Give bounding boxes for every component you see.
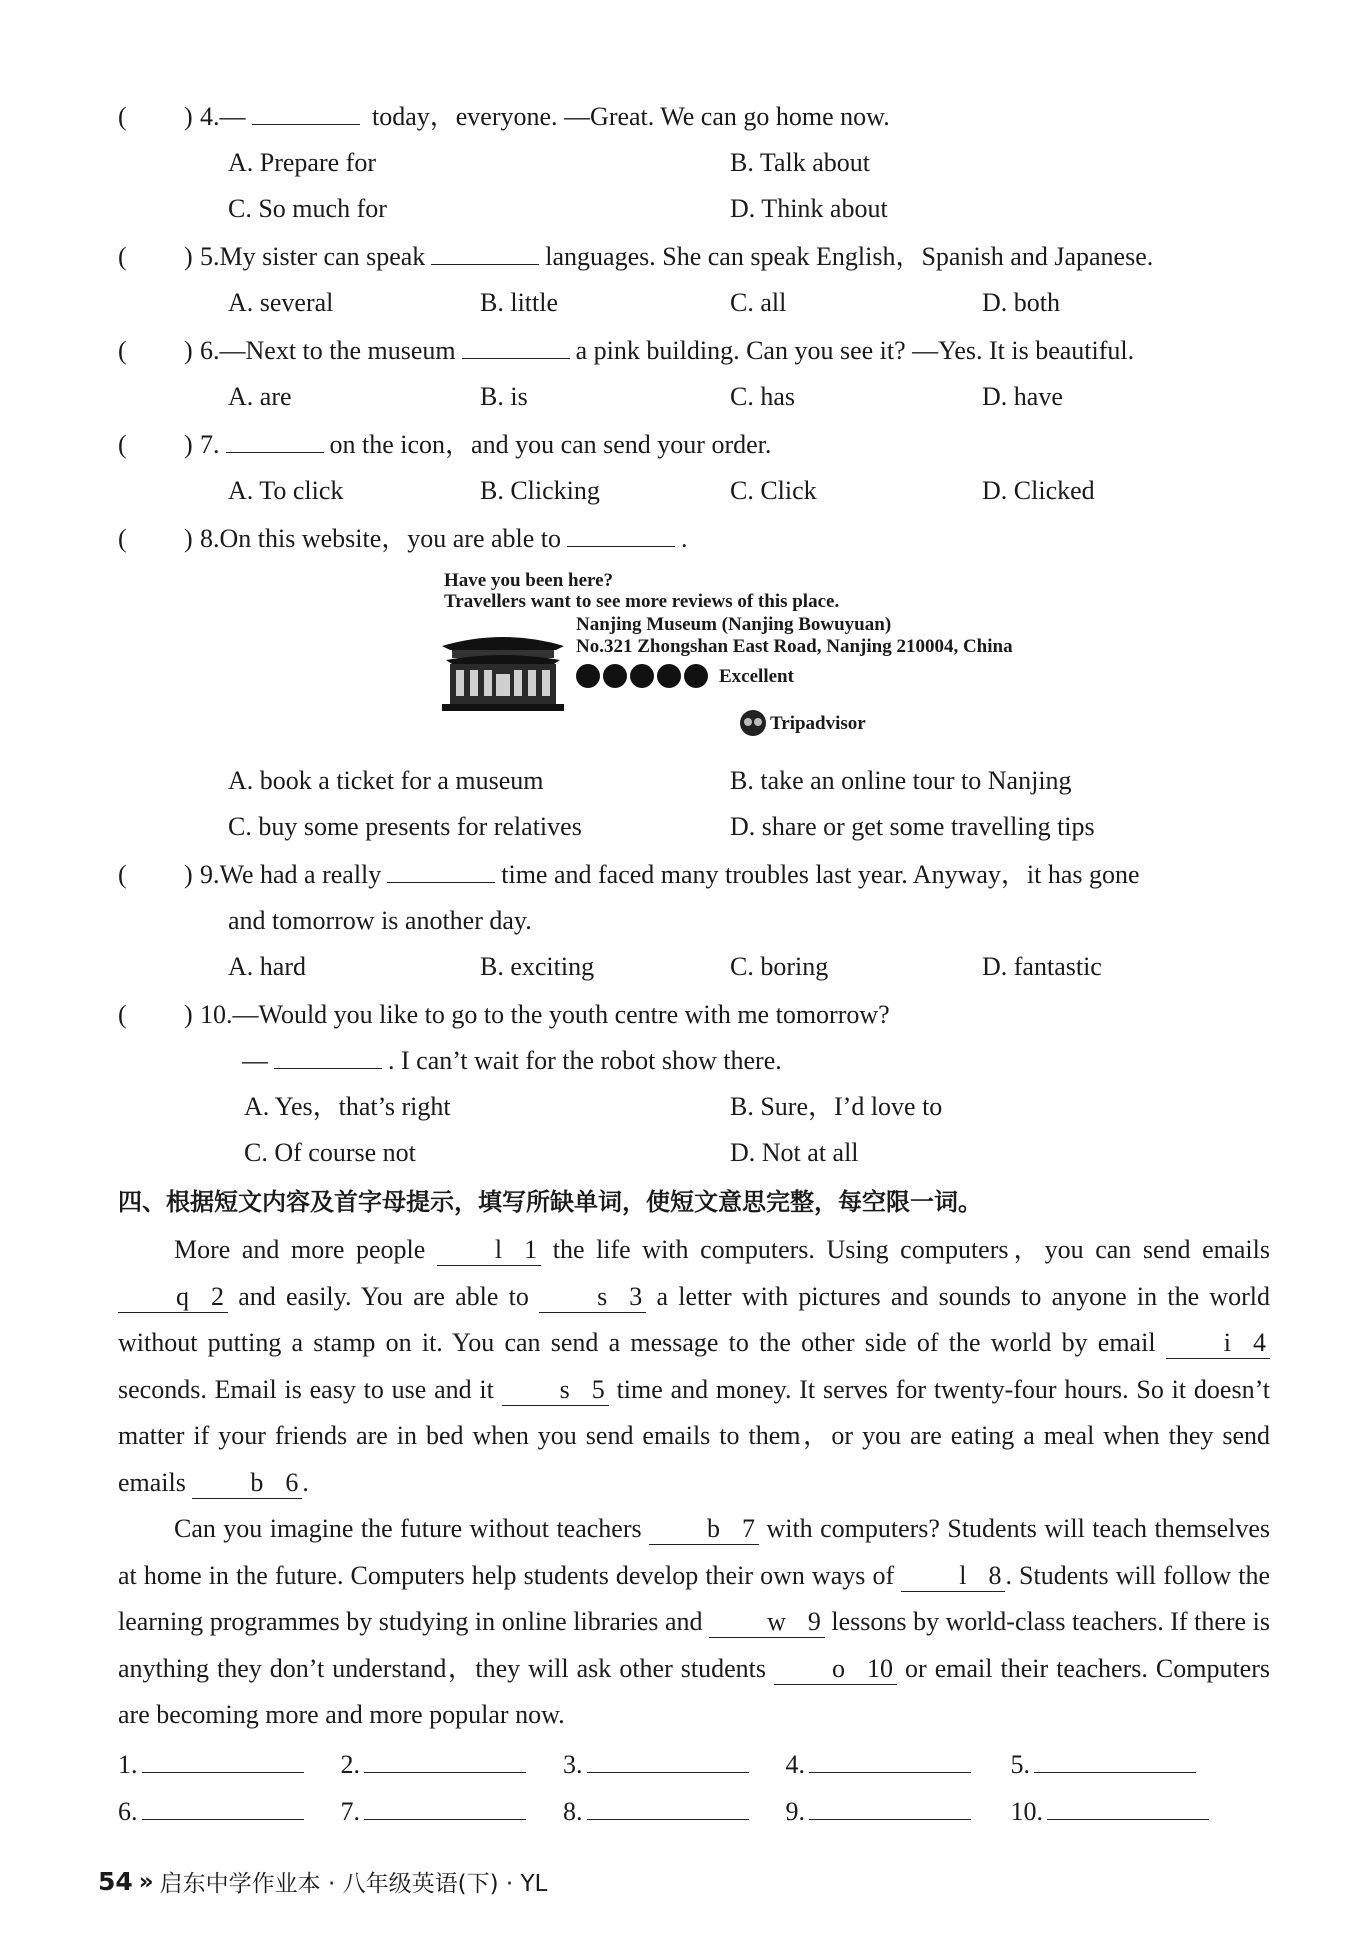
option-d: D. fantastic bbox=[982, 952, 1102, 981]
option-c: C. buy some presents for relatives bbox=[228, 812, 582, 841]
answer-paren-close: ) bbox=[184, 102, 193, 131]
question-stem bbox=[200, 328, 1134, 374]
answer-paren-open: ( bbox=[118, 860, 127, 889]
answer-item bbox=[118, 1744, 304, 1785]
stem-text: —Next to the museum bbox=[219, 336, 456, 365]
question-stem bbox=[200, 94, 890, 140]
answer-number: 4. bbox=[785, 1750, 805, 1779]
gap-number: 6 bbox=[285, 1467, 299, 1497]
tripadvisor-brand bbox=[740, 710, 866, 736]
reply-line bbox=[242, 1038, 782, 1084]
gap-initial-letter: o bbox=[832, 1653, 846, 1683]
option-d: D. have bbox=[982, 382, 1063, 411]
option-d: D. share or get some travelling tips bbox=[730, 812, 1095, 841]
answer-blank bbox=[274, 1044, 382, 1069]
answer-paren-close: ) bbox=[184, 242, 193, 271]
stem-text: We had a really bbox=[219, 860, 382, 889]
answer-number: 6. bbox=[118, 1797, 138, 1826]
page-number: 54 bbox=[98, 1867, 133, 1896]
answer-paren-close: ) bbox=[184, 524, 193, 553]
gap-initial-letter: s bbox=[597, 1281, 608, 1311]
question-stem bbox=[200, 992, 890, 1038]
owl-logo-icon bbox=[740, 710, 766, 736]
stem-text: languages. She can speak English，Spanish and Japanese. bbox=[545, 242, 1154, 271]
question-number: 4. bbox=[200, 102, 220, 131]
option-b: B. exciting bbox=[480, 952, 595, 981]
cloze-gap[interactable] bbox=[649, 1514, 759, 1545]
cloze-gap[interactable] bbox=[502, 1375, 609, 1406]
option-b: B. little bbox=[480, 288, 558, 317]
passage-text: with computers? Students will teach themselves at home in the future. Computers help students develop their own ways of bbox=[118, 1514, 1270, 1590]
museum-review-card bbox=[440, 570, 1090, 750]
answer-blank bbox=[387, 858, 495, 883]
answer-line[interactable] bbox=[1034, 1744, 1196, 1773]
answer-paren-open: ( bbox=[118, 242, 127, 271]
answer-item bbox=[1011, 1791, 1210, 1832]
cloze-gap[interactable] bbox=[437, 1235, 541, 1266]
option-c: C. has bbox=[730, 382, 795, 411]
gap-initial-letter: q bbox=[176, 1281, 189, 1311]
option-b: B. Clicking bbox=[480, 476, 600, 505]
gap-number: 8 bbox=[988, 1560, 1002, 1590]
answer-paren-close: ) bbox=[184, 430, 193, 459]
stem-text: —Would you like to go to the youth centre with me tomorrow? bbox=[232, 1000, 890, 1029]
answer-paren-open: ( bbox=[118, 430, 127, 459]
answer-line[interactable] bbox=[1047, 1791, 1209, 1820]
museum-building-icon bbox=[440, 630, 566, 712]
option-d: D. both bbox=[982, 288, 1060, 317]
passage-paragraph-1 bbox=[118, 1227, 1270, 1506]
cloze-gap[interactable] bbox=[774, 1654, 897, 1685]
question-number: 8. bbox=[200, 524, 220, 553]
gap-number: 9 bbox=[807, 1607, 821, 1636]
answer-number: 9. bbox=[785, 1797, 805, 1826]
stem-text: a pink building. Can you see it? —Yes. It is beautiful. bbox=[575, 336, 1135, 365]
passage-text: lessons by world-class teachers. If there is anything they don’t understand，they will ask other students bbox=[118, 1607, 1270, 1683]
stem-text: — bbox=[219, 102, 246, 131]
answer-blank bbox=[567, 522, 675, 547]
option-b: B. is bbox=[480, 382, 528, 411]
gap-initial-letter: l bbox=[959, 1560, 967, 1590]
question-stem bbox=[200, 422, 771, 468]
rating-label: Excellent bbox=[719, 665, 794, 687]
answer-item bbox=[563, 1791, 749, 1832]
answer-row bbox=[118, 1744, 1238, 1791]
option-b: B. Sure，I’d love to bbox=[730, 1092, 943, 1121]
answer-line[interactable] bbox=[142, 1744, 304, 1773]
rating-dot bbox=[603, 664, 627, 688]
answer-line[interactable] bbox=[809, 1791, 971, 1820]
gap-number: 10 bbox=[867, 1653, 894, 1683]
brand-name: Tripadvisor bbox=[770, 712, 866, 734]
passage-text: time and money. It serves for twenty-four hours. So it doesn’t matter if your friends are in bed when you send emails to them，or you are eating a meal when they send emails bbox=[118, 1374, 1270, 1497]
question-7 bbox=[118, 422, 1278, 514]
gap-number: 2 bbox=[211, 1281, 224, 1311]
question-8-options bbox=[118, 758, 1278, 850]
answer-item bbox=[563, 1744, 749, 1785]
gap-initial-letter: w bbox=[767, 1607, 786, 1636]
option-d: D. Not at all bbox=[730, 1138, 859, 1167]
option-c: C. all bbox=[730, 288, 787, 317]
option-a: A. several bbox=[228, 288, 334, 317]
passage-text: . bbox=[302, 1467, 309, 1497]
cloze-gap[interactable] bbox=[539, 1282, 646, 1313]
answer-blank bbox=[431, 240, 539, 265]
question-6 bbox=[118, 328, 1278, 420]
option-c: C. boring bbox=[730, 952, 829, 981]
stem-continuation: and tomorrow is another day. bbox=[228, 906, 532, 935]
passage-text: . Students will follow the learning programmes by studying in online libraries and bbox=[118, 1560, 1270, 1636]
option-a: A. To click bbox=[228, 476, 344, 505]
question-5 bbox=[118, 234, 1278, 326]
option-b: B. take an online tour to Nanjing bbox=[730, 766, 1072, 795]
answer-number: 5. bbox=[1010, 1750, 1030, 1779]
question-number: 7. bbox=[200, 430, 220, 459]
answer-item bbox=[341, 1744, 527, 1785]
gap-initial-letter: b bbox=[250, 1467, 264, 1497]
museum-name: Nanjing Museum (Nanjing Bowuyuan) bbox=[576, 614, 892, 635]
answer-number: 1. bbox=[118, 1750, 138, 1779]
answer-paren-close: ) bbox=[184, 1000, 193, 1029]
rating-dot bbox=[630, 664, 654, 688]
museum-address: No.321 Zhongshan East Road, Nanjing 210004, China bbox=[576, 636, 1013, 657]
review-prompt: Have you been here? bbox=[444, 570, 614, 591]
stem-text: On this website，you are able to bbox=[219, 524, 562, 553]
question-number: 9. bbox=[200, 860, 220, 889]
answer-paren-open: ( bbox=[118, 524, 127, 553]
passage-text: a letter with pictures and sounds to anyone in the world without putting a stamp on it. You can send a message to the other side of the world by email bbox=[118, 1281, 1270, 1357]
gap-number: 4 bbox=[1253, 1328, 1266, 1357]
rating-bubbles bbox=[576, 664, 794, 688]
answer-line[interactable] bbox=[587, 1744, 749, 1773]
option-b: B. Talk about bbox=[730, 148, 870, 177]
passage-text: Can you imagine the future without teachers bbox=[174, 1514, 650, 1543]
stem-text: time and faced many troubles last year. Anyway，it has gone bbox=[501, 860, 1140, 889]
stem-text: . bbox=[681, 524, 688, 553]
gap-number: 5 bbox=[591, 1374, 605, 1404]
gap-number: 7 bbox=[742, 1514, 756, 1543]
question-10 bbox=[118, 992, 1278, 1176]
rating-dot bbox=[576, 664, 600, 688]
answer-number: 8. bbox=[563, 1797, 583, 1826]
question-stem bbox=[200, 234, 1153, 280]
gap-initial-letter: b bbox=[707, 1514, 721, 1543]
question-number: 6. bbox=[200, 336, 220, 365]
option-c: C. So much for bbox=[228, 194, 387, 223]
rating-dot bbox=[657, 664, 681, 688]
reply-dash: — bbox=[242, 1046, 268, 1075]
option-a: A. book a ticket for a museum bbox=[228, 766, 544, 795]
answer-blank bbox=[252, 100, 360, 125]
page-footer bbox=[98, 1865, 547, 1898]
option-a: A. Prepare for bbox=[228, 148, 376, 177]
gap-initial-letter: s bbox=[559, 1374, 570, 1404]
cloze-gap[interactable] bbox=[901, 1561, 1005, 1592]
answer-line[interactable] bbox=[587, 1791, 749, 1820]
passage-paragraph-2 bbox=[118, 1506, 1270, 1739]
option-a: A. hard bbox=[228, 952, 306, 981]
answer-line[interactable] bbox=[142, 1791, 304, 1820]
section-4-title: 四、根据短文内容及首字母提示，填写所缺单词，使短文意思完整，每空限一词。 bbox=[118, 1188, 982, 1216]
gap-initial-letter: i bbox=[1223, 1328, 1231, 1357]
answer-blank bbox=[462, 334, 570, 359]
answer-number: 7. bbox=[340, 1797, 360, 1826]
answer-item bbox=[786, 1791, 972, 1832]
answer-item bbox=[341, 1791, 527, 1832]
cloze-gap[interactable] bbox=[1166, 1328, 1270, 1359]
answer-number: 2. bbox=[340, 1750, 360, 1779]
option-a: A. Yes，that’s right bbox=[244, 1092, 451, 1121]
option-a: A. are bbox=[228, 382, 292, 411]
option-d: D. Clicked bbox=[982, 476, 1095, 505]
stem-text: today，everyone. —Great. We can go home now. bbox=[365, 102, 890, 131]
answer-paren-open: ( bbox=[118, 336, 127, 365]
answer-line[interactable] bbox=[364, 1744, 526, 1773]
option-d: D. Think about bbox=[730, 194, 888, 223]
option-c: C. Of course not bbox=[244, 1138, 416, 1167]
gap-number: 3 bbox=[629, 1281, 643, 1311]
answer-row bbox=[118, 1791, 1238, 1838]
answer-number: 10. bbox=[1010, 1797, 1043, 1826]
question-number: 5. bbox=[200, 242, 220, 271]
gap-number: 1 bbox=[524, 1235, 538, 1264]
answer-item bbox=[118, 1791, 304, 1832]
answer-paren-close: ) bbox=[184, 860, 193, 889]
answer-paren-close: ) bbox=[184, 336, 193, 365]
question-4 bbox=[118, 94, 1278, 232]
cloze-gap[interactable] bbox=[192, 1468, 302, 1499]
answer-lines bbox=[118, 1744, 1238, 1838]
cloze-gap[interactable] bbox=[118, 1282, 228, 1313]
book-title: 启东中学作业本 · 八年级英语(下) · YL bbox=[159, 1871, 548, 1897]
question-number: 10. bbox=[200, 1000, 233, 1029]
cloze-passage bbox=[118, 1227, 1270, 1739]
question-8 bbox=[118, 516, 1278, 562]
chevron-right-icon: » bbox=[138, 1868, 154, 1895]
answer-blank bbox=[226, 428, 324, 453]
stem-text: My sister can speak bbox=[219, 242, 426, 271]
question-9 bbox=[118, 852, 1278, 990]
passage-text: seconds. Email is easy to use and it bbox=[118, 1374, 502, 1404]
passage-text: and easily. You are able to bbox=[228, 1281, 540, 1311]
question-stem bbox=[200, 852, 1140, 898]
answer-line[interactable] bbox=[809, 1744, 971, 1773]
gap-initial-letter: l bbox=[494, 1235, 503, 1264]
review-request: Travellers want to see more reviews of this place. bbox=[444, 591, 840, 612]
answer-paren-open: ( bbox=[118, 1000, 127, 1029]
answer-line[interactable] bbox=[364, 1791, 526, 1820]
rating-dot bbox=[684, 664, 708, 688]
answer-paren-open: ( bbox=[118, 102, 127, 131]
answer-number: 3. bbox=[563, 1750, 583, 1779]
passage-text: the life with computers. Using computers，you can send emails bbox=[541, 1235, 1270, 1264]
passage-text: More and more people bbox=[174, 1235, 437, 1264]
answer-item bbox=[1011, 1744, 1197, 1785]
answer-item bbox=[786, 1744, 972, 1785]
reply-text: . I can’t wait for the robot show there. bbox=[388, 1046, 782, 1075]
stem-text: on the icon，and you can send your order. bbox=[329, 430, 772, 459]
passage-text: or email their teachers. Computers are becoming more and more popular now. bbox=[118, 1653, 1270, 1729]
option-c: C. Click bbox=[730, 476, 817, 505]
cloze-gap[interactable] bbox=[709, 1607, 825, 1638]
question-stem bbox=[200, 516, 688, 562]
